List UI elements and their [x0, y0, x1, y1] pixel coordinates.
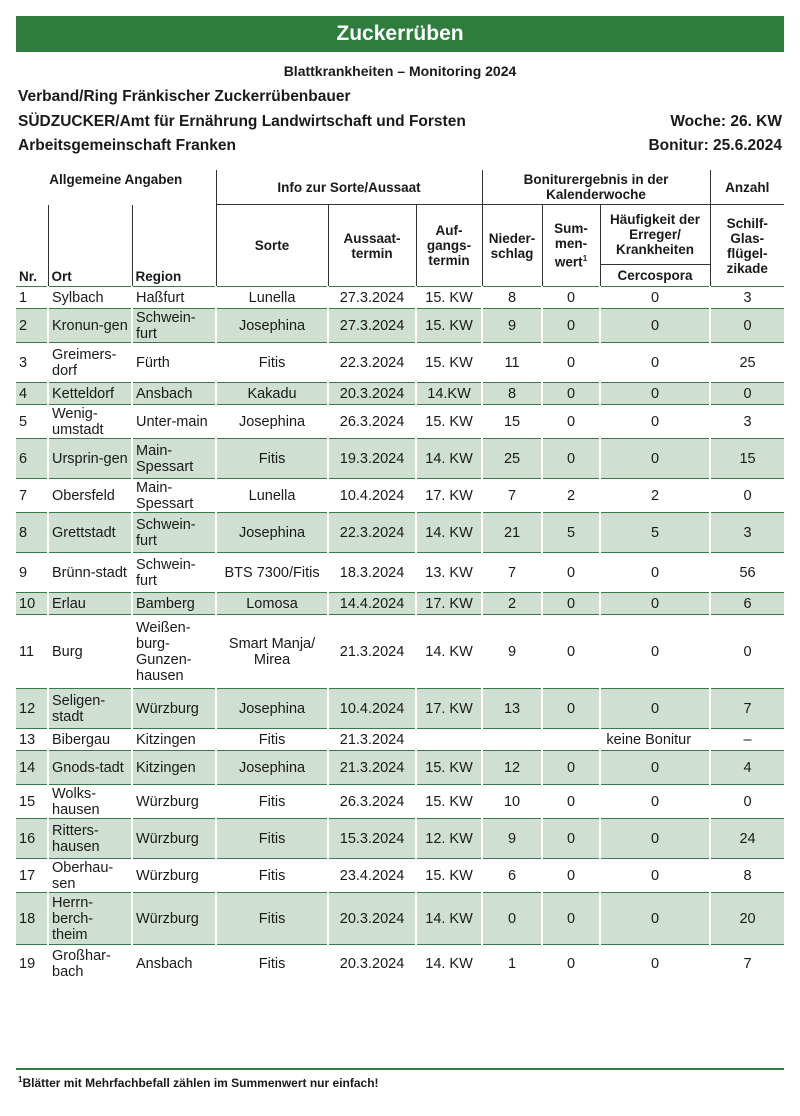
- header-haeufigkeit: Häufigkeit der Erreger/ Krankheiten: [600, 205, 710, 265]
- cell-aussaat: 26.3.2024: [328, 405, 416, 439]
- cell-aussaat: 21.3.2024: [328, 751, 416, 785]
- cell-cercospora: 0: [600, 751, 710, 785]
- cell-aufgang: 12. KW: [416, 819, 482, 859]
- cell-ort: Ritters-hausen: [48, 819, 132, 859]
- header-summenwert-text: Sum-men-wert: [554, 221, 588, 270]
- footnote: [18, 1075, 379, 1090]
- cell-nr: 18: [16, 893, 48, 945]
- cell-cercospora: 0: [600, 343, 710, 383]
- table-row: [16, 819, 784, 859]
- cell-cercospora: 0: [600, 405, 710, 439]
- org-name-1: Verband/Ring Fränkischer Zuckerrübenbauer: [18, 88, 351, 105]
- cell-sorte: Fitis: [216, 439, 328, 479]
- cell-sorte: Fitis: [216, 893, 328, 945]
- cell-region: Kitzingen: [132, 751, 216, 785]
- cell-nr: 9: [19, 564, 28, 581]
- cell-niederschlag: 25: [482, 439, 542, 479]
- org-line-3: [18, 137, 782, 155]
- header-sorte: Sorte: [216, 205, 328, 287]
- cell-nr: 11: [19, 643, 35, 660]
- cell-sorte: Fitis: [216, 729, 328, 751]
- cell-zikade: 25: [710, 343, 784, 383]
- cell-region: Unter-main: [132, 405, 216, 439]
- cell-region: Fürth: [132, 343, 216, 383]
- cell-region: Schwein-furt: [132, 309, 216, 343]
- report-subtitle: Blattkrankheiten – Monitoring 2024: [283, 63, 517, 79]
- header-ergebnis: Boniturergebnis in der Kalenderwoche: [482, 170, 710, 205]
- cell-aufgang: 14. KW: [416, 945, 482, 983]
- cell-sorte: Smart Manja/ Mirea: [216, 615, 328, 689]
- cell-zikade: 0: [710, 309, 784, 343]
- cell-region: Main-Spessart: [132, 479, 216, 513]
- cell-cercospora: 0: [600, 893, 710, 945]
- cell-niederschlag: 7: [482, 479, 542, 513]
- cell-ort: Brünn-stadt: [48, 553, 132, 593]
- cell-niederschlag: 12: [482, 751, 542, 785]
- cell-cercospora: 0: [600, 615, 710, 689]
- cell-cercospora: 0: [600, 383, 710, 405]
- cell-region: Ansbach: [132, 383, 216, 405]
- header-ort: Ort: [48, 205, 132, 287]
- header-allgemein: Allgemeine Angaben: [49, 172, 183, 187]
- table-row: [16, 287, 784, 309]
- cell-sorte: Lunella: [216, 479, 328, 513]
- cell-niederschlag: 15: [482, 405, 542, 439]
- cell-zikade: 15: [710, 439, 784, 479]
- header-nr: Nr.: [19, 269, 38, 284]
- week-label: Woche: 26. KW: [670, 113, 782, 130]
- cell-nr: 14: [16, 751, 48, 785]
- cell-aufgang: 14. KW: [416, 615, 482, 689]
- cell-region: Main-Spessart: [132, 439, 216, 479]
- cell-niederschlag: 21: [482, 513, 542, 553]
- cell-summenwert: 0: [542, 751, 600, 785]
- cell-aufgang: 17. KW: [416, 593, 482, 615]
- footnote-number: 1: [18, 1075, 23, 1084]
- cell-nr: 12: [16, 689, 48, 729]
- cell-zikade: 7: [710, 945, 784, 983]
- cell-cercospora: 0: [600, 945, 710, 983]
- cell-summenwert: 0: [542, 553, 600, 593]
- cell-niederschlag: 11: [482, 343, 542, 383]
- cell-aussaat: 10.4.2024: [328, 689, 416, 729]
- cell-summenwert: 0: [542, 593, 600, 615]
- cell-ort: Greimers-dorf: [48, 343, 132, 383]
- cell-summenwert: 5: [542, 513, 600, 553]
- cell-ort: Ketteldorf: [48, 383, 132, 405]
- table-body: [16, 287, 784, 983]
- cell-aussaat: 23.4.2024: [328, 859, 416, 893]
- cell-zikade: 3: [710, 405, 784, 439]
- cell-nr: 6: [16, 439, 48, 479]
- cell-aussaat: 21.3.2024: [328, 615, 416, 689]
- header-aussaat: Aussaat-termin: [328, 205, 416, 287]
- header-summenwert: [542, 205, 600, 287]
- cell-cercospora: 5: [600, 513, 710, 553]
- cell-region: Würzburg: [132, 819, 216, 859]
- header-region: Region: [132, 205, 216, 287]
- footnote-text: Blätter mit Mehrfachbefall zählen im Summenwert nur einfach!: [22, 1076, 379, 1090]
- cell-cercospora: 0: [600, 785, 710, 819]
- cell-zikade: 7: [710, 689, 784, 729]
- cell-sorte: Lunella: [216, 287, 328, 309]
- cell-ort: Herrn-berch-theim: [48, 893, 132, 945]
- cell-aussaat: 27.3.2024: [328, 309, 416, 343]
- cell-nr: 15: [19, 793, 36, 810]
- cell-nr: 2: [16, 309, 48, 343]
- cell-region: Weißen-burg-Gunzen-hausen: [132, 615, 216, 689]
- cell-summenwert: 0: [542, 405, 600, 439]
- cell-sorte: Fitis: [216, 859, 328, 893]
- cell-aussaat: 20.3.2024: [328, 893, 416, 945]
- cell-nr: 17: [19, 867, 36, 884]
- cell-zikade: 3: [710, 287, 784, 309]
- cell-aufgang: 15. KW: [416, 859, 482, 893]
- cell-sorte: Josephina: [216, 513, 328, 553]
- cell-cercospora: 0: [600, 689, 710, 729]
- table-row: [16, 593, 784, 615]
- cell-nr: 19: [19, 955, 36, 972]
- cell-zikade: 8: [710, 859, 784, 893]
- cell-aufgang: 13. KW: [416, 553, 482, 593]
- cell-niederschlag: 2: [482, 593, 542, 615]
- cell-niederschlag: 8: [482, 287, 542, 309]
- cell-region: Würzburg: [132, 689, 216, 729]
- table-row: [16, 383, 784, 405]
- cell-aussaat: 26.3.2024: [328, 785, 416, 819]
- cell-niederschlag: 9: [482, 309, 542, 343]
- cell-sorte: Josephina: [216, 405, 328, 439]
- cell-cercospora: 0: [600, 439, 710, 479]
- cell-aufgang: 15. KW: [416, 785, 482, 819]
- cell-ort: Gnods-tadt: [48, 751, 132, 785]
- cell-nr: 16: [16, 819, 48, 859]
- cell-sorte: Josephina: [216, 309, 328, 343]
- cell-aufgang: 15. KW: [416, 287, 482, 309]
- cell-region: Schwein-furt: [132, 553, 216, 593]
- cell-ort: Sylbach: [48, 287, 132, 309]
- cell-summenwert: 0: [542, 859, 600, 893]
- cell-sorte: Fitis: [216, 945, 328, 983]
- cell-aufgang: 15. KW: [416, 343, 482, 383]
- cell-region: Würzburg: [132, 785, 216, 819]
- table-row: [16, 751, 784, 785]
- org-name-3: Arbeitsgemeinschaft Franken: [18, 137, 236, 154]
- cell-summenwert: 0: [542, 439, 600, 479]
- cell-sorte: Fitis: [216, 785, 328, 819]
- cell-niederschlag: 0: [482, 893, 542, 945]
- cell-summenwert: 2: [542, 479, 600, 513]
- cell-cercospora: 0: [600, 593, 710, 615]
- cell-ort: Burg: [48, 615, 132, 689]
- table-row: [16, 615, 784, 689]
- cell-aussaat: 15.3.2024: [328, 819, 416, 859]
- cell-aufgang: 15. KW: [416, 405, 482, 439]
- cell-zikade: 0: [710, 615, 784, 689]
- cell-aufgang: 17. KW: [416, 479, 482, 513]
- cell-summenwert: 0: [542, 785, 600, 819]
- cell-aussaat: 27.3.2024: [328, 287, 416, 309]
- header-niederschlag: Nieder-schlag: [482, 205, 542, 287]
- cell-sorte: Lomosa: [216, 593, 328, 615]
- cell-aussaat: 19.3.2024: [328, 439, 416, 479]
- cell-ort: Kronun-gen: [48, 309, 132, 343]
- cell-zikade: 20: [710, 893, 784, 945]
- cell-zikade: 0: [710, 383, 784, 405]
- cell-nr: 7: [19, 487, 28, 504]
- table-row: [16, 689, 784, 729]
- cell-region: Bamberg: [132, 593, 216, 615]
- cell-cercospora: 0: [600, 309, 710, 343]
- cell-zikade: 56: [710, 553, 784, 593]
- cell-aufgang: 14.KW: [416, 383, 482, 405]
- table-row: [16, 859, 784, 893]
- cell-aufgang: 14. KW: [416, 439, 482, 479]
- table-row: [16, 553, 784, 593]
- cell-ort: Bibergau: [48, 729, 132, 751]
- table-row: [16, 343, 784, 383]
- cell-sorte: Josephina: [216, 751, 328, 785]
- cell-zikade: 0: [710, 479, 784, 513]
- cell-summenwert: 0: [542, 819, 600, 859]
- cell-sorte: Kakadu: [216, 383, 328, 405]
- table-row: [16, 513, 784, 553]
- cell-nr: 10: [16, 593, 48, 615]
- cell-summenwert: 0: [542, 309, 600, 343]
- cell-cercospora: 0: [600, 859, 710, 893]
- cell-region: Würzburg: [132, 859, 216, 893]
- header-info: Info zur Sorte/Aussaat: [216, 170, 482, 205]
- cell-niederschlag: 9: [482, 615, 542, 689]
- cell-nr: 3: [19, 354, 28, 371]
- monitoring-table: [16, 170, 784, 983]
- cell-nr: 5: [19, 413, 28, 430]
- cell-cercospora: 0: [600, 819, 710, 859]
- cell-sorte: BTS 7300/Fitis: [216, 553, 328, 593]
- cell-summenwert: 0: [542, 615, 600, 689]
- cell-nr: 1: [19, 289, 28, 306]
- cell-aussaat: 20.3.2024: [328, 945, 416, 983]
- cell-ort: Obersfeld: [48, 479, 132, 513]
- cell-summenwert: 0: [542, 343, 600, 383]
- table-row: [16, 405, 784, 439]
- cell-zikade: 6: [710, 593, 784, 615]
- cell-zikade: 0: [710, 785, 784, 819]
- cell-summenwert: 0: [542, 945, 600, 983]
- cell-aussaat: 21.3.2024: [328, 729, 416, 751]
- table-row: [16, 309, 784, 343]
- cell-aussaat: 10.4.2024: [328, 479, 416, 513]
- cell-niederschlag: 10: [482, 785, 542, 819]
- header-zikade: Schilf-Glas-flügel-zikade: [710, 205, 784, 287]
- table-row: [16, 439, 784, 479]
- cell-aussaat: 20.3.2024: [328, 383, 416, 405]
- org-line-1: [18, 88, 782, 106]
- cell-keine-bonitur: keine Bonitur: [482, 729, 710, 751]
- cell-aussaat: 14.4.2024: [328, 593, 416, 615]
- cell-ort: Wenig-umstadt: [48, 405, 132, 439]
- cell-summenwert: 0: [542, 287, 600, 309]
- cell-summenwert: 0: [542, 689, 600, 729]
- cell-ort: Erlau: [48, 593, 132, 615]
- bonitur-date: Bonitur: 25.6.2024: [648, 137, 782, 154]
- page-banner: Zuckerrüben: [16, 16, 784, 52]
- cell-summenwert: 0: [542, 893, 600, 945]
- table-row: [16, 729, 784, 751]
- table-row: [16, 785, 784, 819]
- table-row: [16, 893, 784, 945]
- cell-aufgang: 15. KW: [416, 309, 482, 343]
- cell-niederschlag: 1: [482, 945, 542, 983]
- cell-region: Haßfurt: [132, 287, 216, 309]
- cell-nr: 4: [16, 383, 48, 405]
- cell-region: Würzburg: [132, 893, 216, 945]
- footnote-marker: 1: [582, 254, 588, 264]
- cell-zikade: –: [710, 729, 784, 751]
- cell-ort: Grettstadt: [48, 513, 132, 553]
- cell-nr: 8: [16, 513, 48, 553]
- cell-ort: Wolks-hausen: [48, 785, 132, 819]
- cell-sorte: Fitis: [216, 343, 328, 383]
- cell-niederschlag: 7: [482, 553, 542, 593]
- cell-ort: Großhar-bach: [48, 945, 132, 983]
- cell-aussaat: 22.3.2024: [328, 513, 416, 553]
- cell-niederschlag: 6: [482, 859, 542, 893]
- cell-cercospora: 0: [600, 287, 710, 309]
- cell-aufgang: 17. KW: [416, 689, 482, 729]
- table-row: [16, 945, 784, 983]
- cell-sorte: Fitis: [216, 819, 328, 859]
- cell-aufgang: 15. KW: [416, 751, 482, 785]
- cell-region: Schwein-furt: [132, 513, 216, 553]
- header-anzahl: Anzahl: [710, 170, 784, 205]
- footer-divider: [16, 1068, 784, 1070]
- cell-zikade: 3: [710, 513, 784, 553]
- cell-nr: 13: [19, 731, 36, 748]
- cell-cercospora: 0: [600, 553, 710, 593]
- cell-region: Kitzingen: [132, 729, 216, 751]
- cell-aufgang: [416, 729, 482, 751]
- cell-aussaat: 18.3.2024: [328, 553, 416, 593]
- cell-aussaat: 22.3.2024: [328, 343, 416, 383]
- table-row: [16, 479, 784, 513]
- cell-cercospora: 2: [600, 479, 710, 513]
- cell-ort: Oberhau-sen: [48, 859, 132, 893]
- header-aufgang: Auf-gangs-termin: [416, 205, 482, 287]
- cell-ort: Seligen-stadt: [48, 689, 132, 729]
- org-name-2: SÜDZUCKER/Amt für Ernährung Landwirtschaft und Forsten: [18, 113, 466, 130]
- org-line-2: [18, 113, 782, 131]
- cell-aufgang: 14. KW: [416, 893, 482, 945]
- cell-region: Ansbach: [132, 945, 216, 983]
- cell-zikade: 4: [710, 751, 784, 785]
- cell-niederschlag: 9: [482, 819, 542, 859]
- cell-niederschlag: 8: [482, 383, 542, 405]
- cell-niederschlag: 13: [482, 689, 542, 729]
- cell-ort: Ursprin-gen: [48, 439, 132, 479]
- cell-zikade: 24: [710, 819, 784, 859]
- cell-summenwert: 0: [542, 383, 600, 405]
- header-cercospora: Cercospora: [600, 265, 710, 287]
- cell-aufgang: 14. KW: [416, 513, 482, 553]
- cell-sorte: Josephina: [216, 689, 328, 729]
